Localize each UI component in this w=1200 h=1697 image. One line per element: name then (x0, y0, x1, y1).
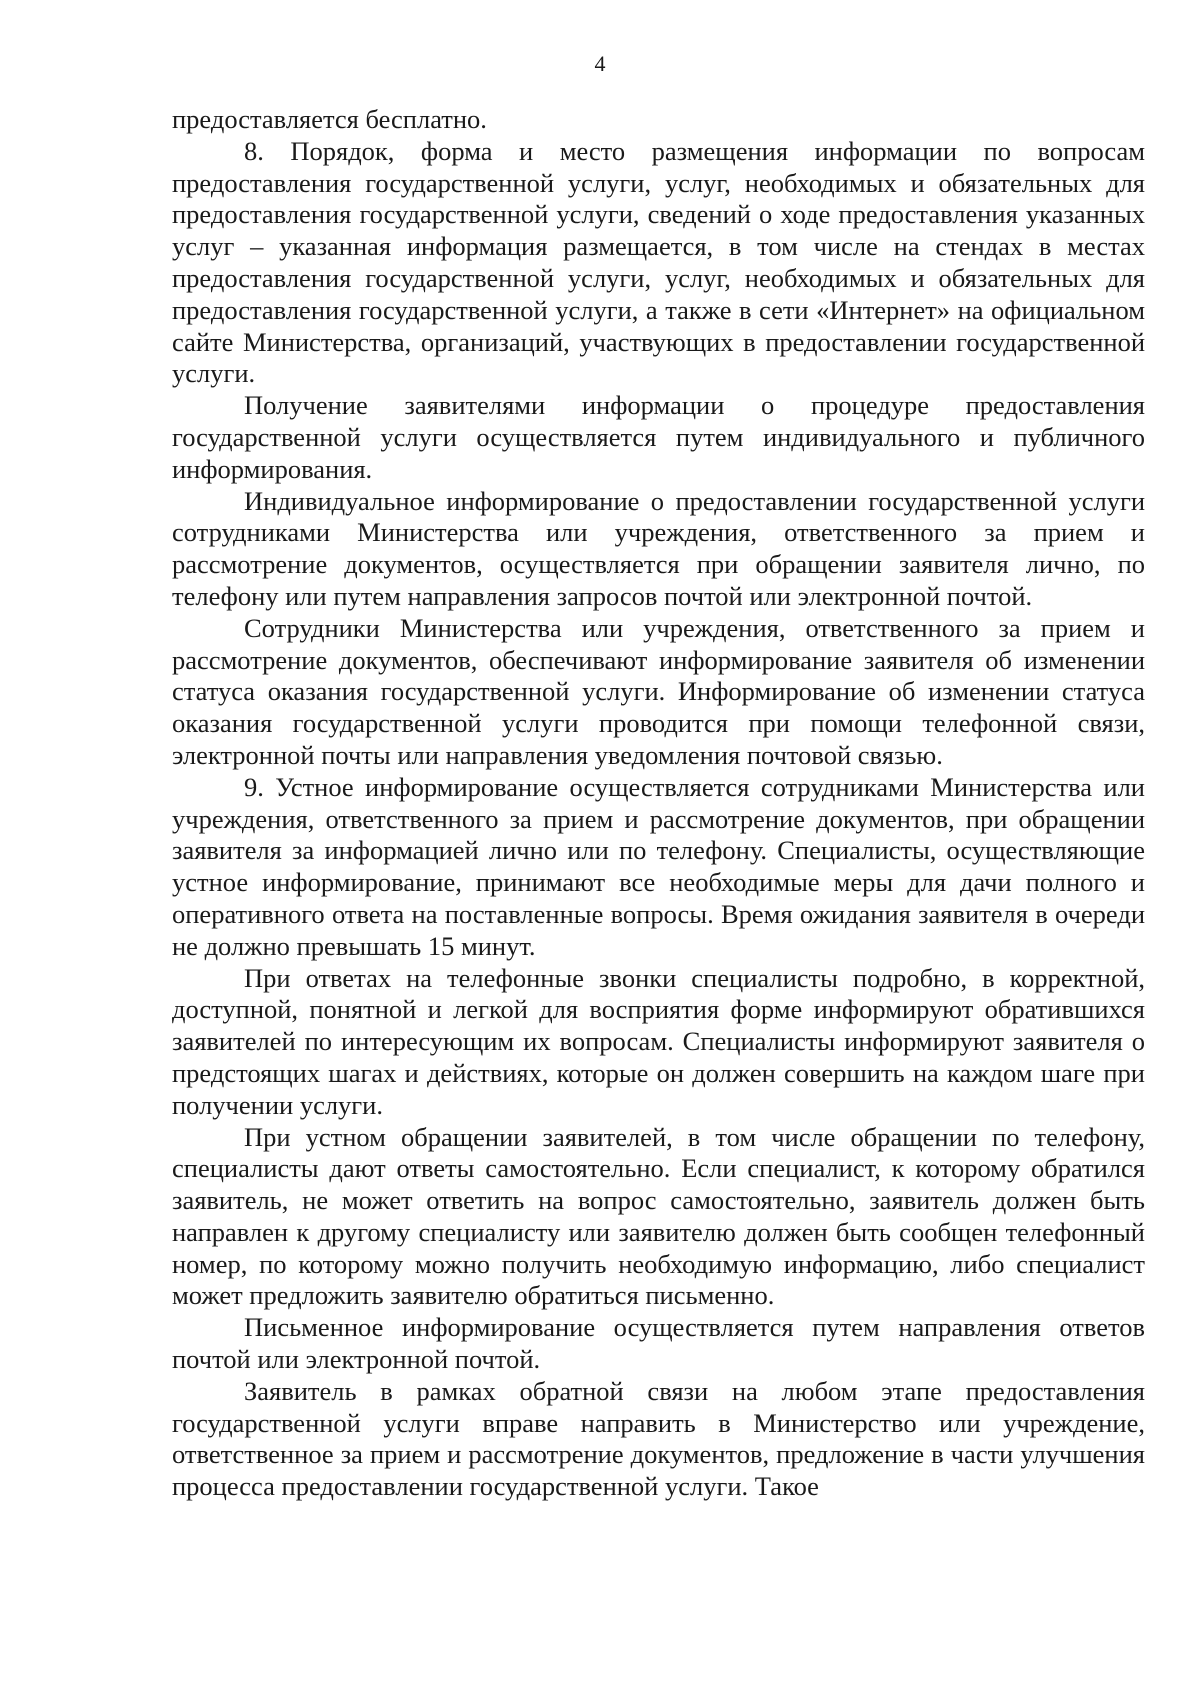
paragraph-item-8: 8. Порядок, форма и место размещения информации по вопросам предоставления государственной услуги, услуг, необходимых и обязательных для предоставления государственной услуги, сведений о ходе предоставления указанных услуг – указанная информация размещается, в том числе на стендах в местах предоставления государственной услуги, услуг, необходимых и обязательных для предоставления государственной услуги, а также в сети «Интернет» на официальном сайте Министерства, организаций, участвующих в предоставлении государственной услуги. (172, 135, 1145, 389)
paragraph-individual-information: Индивидуальное информирование о предоставлении государственной услуги сотрудниками Министерства или учреждения, ответственного за прием и рассмотрение документов, осуществляется при обращении заявителя лично, по телефону или путем направления запросов почтой или электронной почтой. (172, 485, 1145, 611)
paragraph-feedback: Заявитель в рамках обратной связи на любом этапе предоставления государственной услуги вправе направить в Министерство или учреждение, ответственное за прием и рассмотрение документов, предложение в части улучшения процесса предоставлении государственной услуги. Такое (172, 1375, 1145, 1502)
paragraph-status-information: Сотрудники Министерства или учреждения, ответственного за прием и рассмотрение документов, обеспечивают информирование заявителя об изменении статуса оказания государственной услуги. Информирование об изменении статуса оказания государственной услуги проводится при помощи телефонной связи, электронной почты или направления уведомления почтовой связью. (172, 612, 1145, 770)
paragraph-written-information: Письменное информирование осуществляется путем направления ответов почтой или электронной почтой. (172, 1312, 1145, 1375)
document-body (172, 104, 1145, 1503)
paragraph-item-9: 9. Устное информирование осуществляется сотрудниками Министерства или учреждения, ответственного за прием и рассмотрение документов, при обращении заявителя за информацией лично или по телефону. Специалисты, осуществляющие устное информирование, принимают все необходимые меры для дачи полного и оперативного ответа на поставленные вопросы. Время ожидания заявителя в очереди не должно превышать 15 минут. (172, 771, 1145, 961)
paragraph-public-information: Получение заявителями информации о процедуре предоставления государственной услуги осуществляется путем индивидуального и публичного информирования. (172, 390, 1145, 484)
paragraph-phone-answers: При ответах на телефонные звонки специалисты подробно, в корректной, доступной, понятной и легкой для восприятия форме информируют обратившихся заявителей по интересующим их вопросам. Специалисты информируют заявителя о предстоящих шагах и действиях, которые он должен совершить на каждом шаге при получении услуги. (172, 962, 1145, 1120)
paragraph-continuation: предоставляется бесплатно. (172, 104, 487, 134)
paragraph-oral-requests: При устном обращении заявителей, в том числе обращении по телефону, специалисты дают ответы самостоятельно. Если специалист, к которому обратился заявитель, не может ответить на вопрос самостоятельно, заявитель должен быть направлен к другому специалисту или заявителю должен быть сообщен телефонный номер, по которому можно получить необходимую информацию, либо специалист может предложить заявителю обратиться письменно. (172, 1121, 1145, 1311)
page-number: 4 (594, 51, 606, 76)
